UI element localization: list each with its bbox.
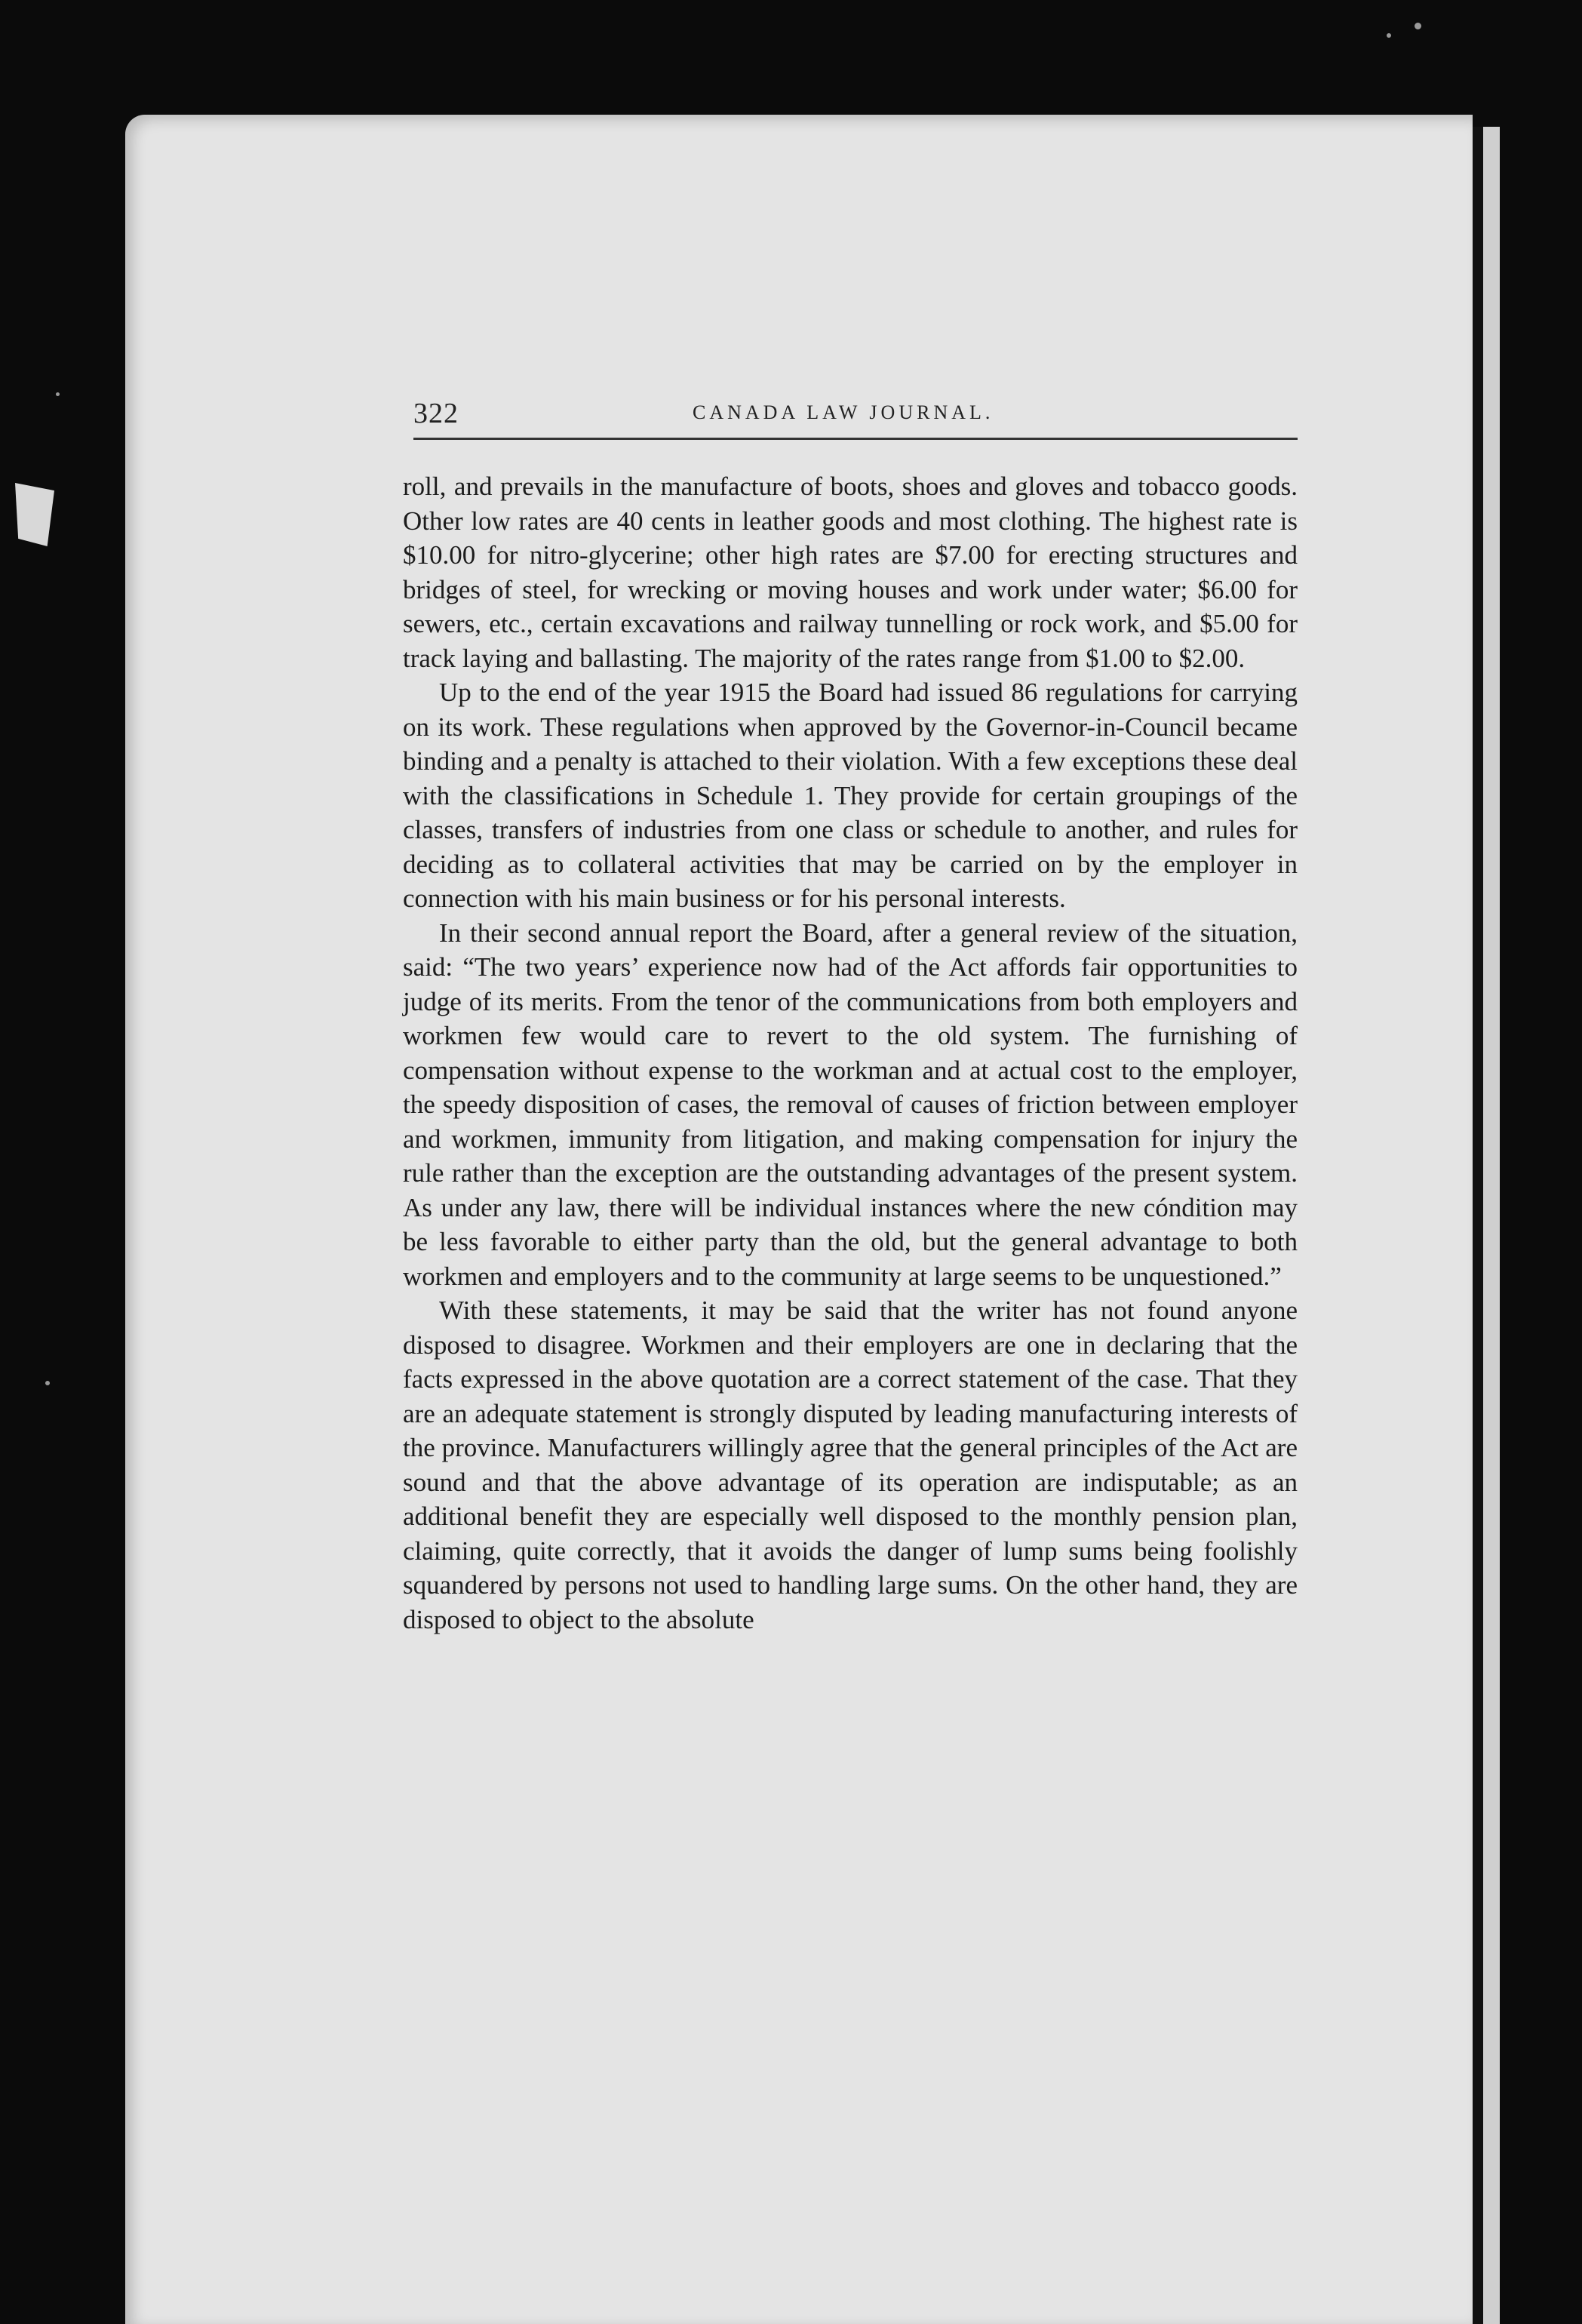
paragraph: roll, and prevails in the manufacture of boots, shoes and gloves and tobacco goods. Other low rates are 40 cents in leather goods and most clothing. The highest rate is $10.00 for nitro-glycerine; other high rates are $7.00 for erecting structures and bridges of steel, for wrecking or moving houses and work under water; $6.00 for sewers, etc., certain excavations and railway tunnelling or rock work, and $5.00 for track laying and ballasting. The majority of the rates range from $1.00 to $2.00. bbox=[403, 472, 1298, 673]
paragraph: With these statements, it may be said that the writer has not found anyone disposed to disagree. Workmen and their employers are one in declaring that the facts expressed in the above quotation are a correct statement of the case. That they are an adequate statement is strongly disputed by leading manufacturing interests of the province. Manufacturers willingly agree that the general principles of the Act are sound and that the above advantage of its operation are indisputable; as an additional benefit they are especially well disposed to the monthly pension plan, claiming, quite correctly, that it avoids the danger of lump sums being foolishly squandered by persons not used to handling large sums. On the other hand, they are disposed to object to the absolute bbox=[403, 1296, 1298, 1634]
paragraph: In their second annual report the Board, after a general review of the situation, said: “The two years’ experience now had of the Act affords fair opportunities to judge of its merits. From the tenor of the communications from both employers and workmen few would care to revert to the old system. The furnishing of compensation without expense to the workman and at actual cost to the employer, the speedy disposition of cases, the removal of causes of friction between employer and workmen, immunity from litigation, and making compensation for injury the rule rather than the exception are the outstanding advantages of the present system. As under any law, there will be individual instances where the new cóndition may be less favorable to either party than the old, but the general advantage to both workmen and employers and to the community at large seems to be unquestioned.” bbox=[403, 918, 1298, 1291]
paragraph: Up to the end of the year 1915 the Board had issued 86 regulations for carrying on its work. These regulations when approved by the Governor-in-Council became binding and a penalty is attached to their violation. With a few exceptions these deal with the classifications in Schedule 1. They provide for certain groupings of the classes, transfers of industries from one class or schedule to another, and rules for deciding as to collateral activities that may be carried on by the employer in connection with his main business or for his personal interests. bbox=[403, 678, 1298, 913]
header-rule bbox=[413, 438, 1298, 440]
paper-fragment bbox=[15, 483, 54, 546]
page-header bbox=[413, 392, 1298, 438]
running-head: CANADA LAW JOURNAL. bbox=[693, 401, 994, 423]
facing-page-edge bbox=[1483, 127, 1500, 2324]
dust-speck bbox=[56, 392, 60, 396]
dust-speck bbox=[1387, 33, 1391, 38]
page-number: 322 bbox=[413, 398, 459, 429]
article-body bbox=[403, 469, 1298, 1637]
dust-speck bbox=[45, 1381, 50, 1385]
dust-speck bbox=[1415, 23, 1421, 29]
page-gutter bbox=[1473, 127, 1483, 2324]
